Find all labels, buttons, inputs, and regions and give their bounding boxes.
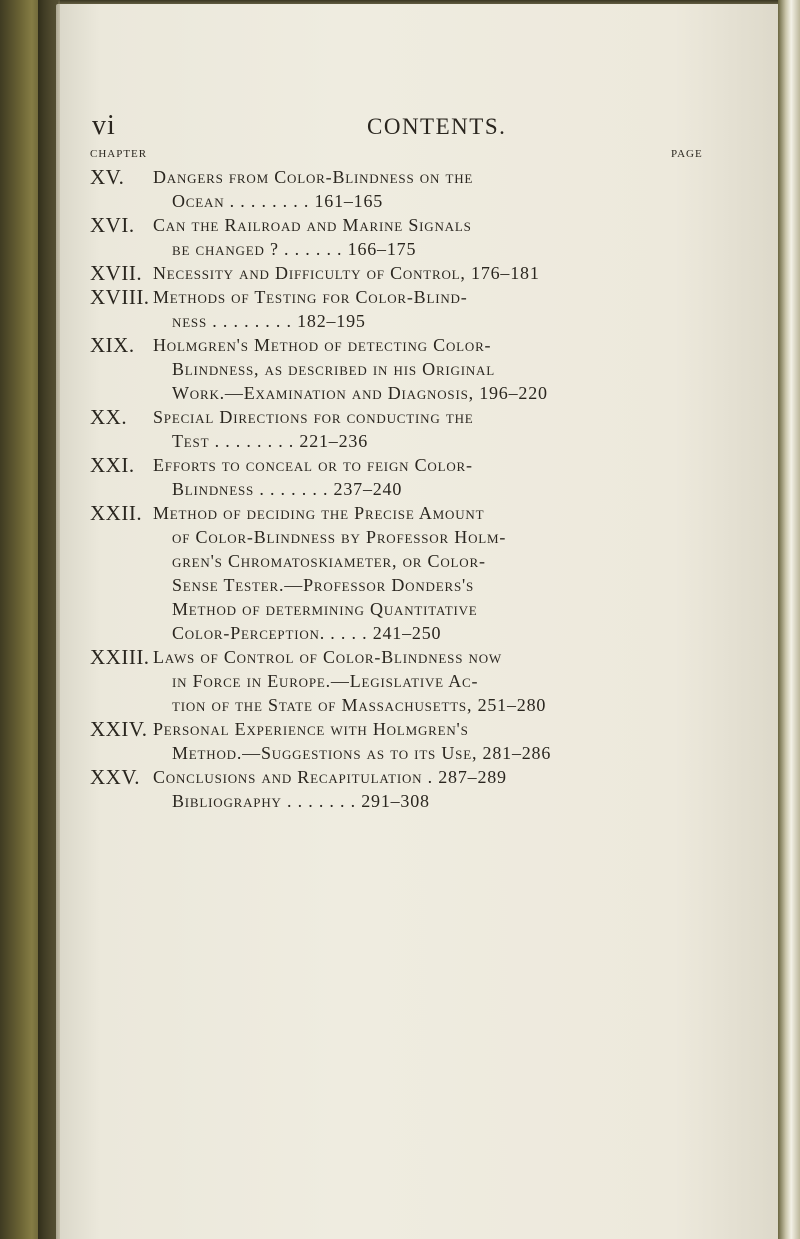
toc-entry: [0, 261, 800, 285]
chapter-title-line: gren's Chromatoskiameter, or Color-: [172, 551, 486, 571]
chapter-title-line: Method of determining Quantitative: [172, 599, 478, 619]
running-title: CONTENTS.: [367, 114, 507, 139]
chapter-numeral: XXIV.: [90, 717, 148, 741]
page-header: [0, 110, 800, 144]
chapter-title-line: in Force in Europe.—Legislative Ac-: [172, 671, 479, 691]
chapter-numeral: XXV.: [90, 765, 141, 789]
chapter-title-line: Personal Experience with Holmgren's: [153, 719, 469, 739]
toc-entry: [0, 405, 800, 453]
page-number: vi: [92, 110, 116, 141]
chapter-title-line: Ocean . . . . . . . . 161–165: [172, 191, 384, 211]
chapter-title-line: Holmgren's Method of detecting Color-: [153, 335, 492, 355]
chapter-title-line: Blindness, as described in his Original: [172, 359, 495, 379]
chapter-title-line: Laws of Control of Color-Blindness now: [153, 647, 502, 667]
chapter-numeral: XXII.: [90, 501, 143, 525]
toc-entry: [0, 765, 800, 813]
toc-entry: [0, 213, 800, 261]
toc-entry: [0, 453, 800, 501]
chapter-numeral: XVIII.: [90, 285, 150, 309]
chapter-title-line: Sense Tester.—Professor Donders's: [172, 575, 475, 595]
chapter-title-line: ness . . . . . . . . 182–195: [172, 311, 366, 331]
chapter-title-line: Blindness . . . . . . . 237–240: [172, 479, 403, 499]
chapter-title-line: Work.—Examination and Diagnosis, 196–220: [172, 383, 548, 403]
chapter-title-line: be changed ? . . . . . . 166–175: [172, 239, 417, 259]
chapter-title-line: Method of deciding the Precise Amount: [153, 503, 485, 523]
page-column-label: PAGE: [671, 148, 703, 160]
toc-entry: [0, 285, 800, 333]
chapter-title-line: Methods of Testing for Color-Blind-: [153, 287, 468, 307]
chapter-title-line: Dangers from Color-Blindness on the: [153, 167, 474, 187]
toc-entry: [0, 333, 800, 405]
chapter-numeral: XXI.: [90, 453, 135, 477]
chapter-numeral: XVI.: [90, 213, 135, 237]
column-headings: [0, 148, 800, 164]
chapter-numeral: XVII.: [90, 261, 143, 285]
chapter-title-line: tion of the State of Massachusetts, 251–280: [172, 695, 547, 715]
chapter-title-line: Necessity and Difficulty of Control, 176–181: [153, 263, 540, 283]
chapter-numeral: XXIII.: [90, 645, 150, 669]
chapter-column-label: CHAPTER: [90, 148, 148, 160]
chapter-title-line: Conclusions and Recapitulation . 287–289: [153, 767, 507, 787]
toc-entry: [0, 501, 800, 645]
chapter-title-line: of Color-Blindness by Professor Holm-: [172, 527, 507, 547]
toc-entry: [0, 165, 800, 213]
chapter-title-line: Test . . . . . . . . 221–236: [172, 431, 369, 451]
toc-entry: [0, 645, 800, 717]
chapter-numeral: XX.: [90, 405, 128, 429]
chapter-title-line: Color-Perception. . . . . 241–250: [172, 623, 442, 643]
chapter-title-line: Efforts to conceal or to feign Color-: [153, 455, 473, 475]
chapter-title-line: Special Directions for conducting the: [153, 407, 474, 427]
chapter-title-line: Can the Railroad and Marine Signals: [153, 215, 472, 235]
chapter-numeral: XIX.: [90, 333, 135, 357]
table-of-contents: [0, 165, 800, 813]
chapter-title-line: Bibliography . . . . . . . 291–308: [172, 791, 430, 811]
chapter-numeral: XV.: [90, 165, 125, 189]
toc-entry: [0, 717, 800, 765]
chapter-title-line: Method.—Suggestions as to its Use, 281–286: [172, 743, 552, 763]
